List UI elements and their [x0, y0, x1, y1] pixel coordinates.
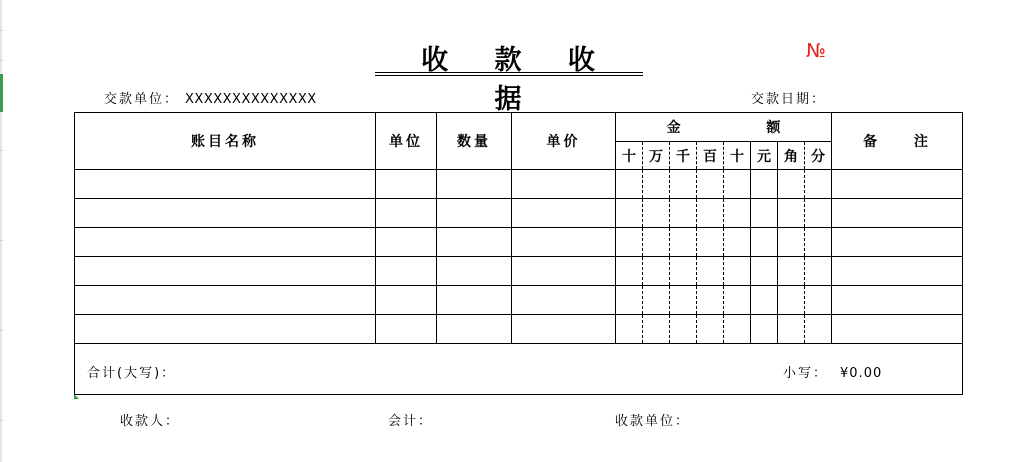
- amount-digit-cell[interactable]: [697, 257, 724, 286]
- amount-digit-cell[interactable]: [643, 286, 670, 315]
- amount-digit-cell[interactable]: [616, 257, 643, 286]
- total-small: [783, 362, 882, 381]
- table-row: [75, 286, 963, 315]
- row-selection-indicator: [0, 74, 3, 112]
- receiving-unit-label: 收款单位：: [615, 414, 691, 429]
- title-underline: [375, 72, 643, 73]
- table-row: [75, 228, 963, 257]
- date-label: 交款日期：: [751, 92, 827, 107]
- amount-digit-cell[interactable]: [616, 199, 643, 228]
- note-cell[interactable]: [832, 286, 963, 315]
- digit-thousand: 千: [670, 142, 697, 170]
- row-divider: [0, 330, 3, 331]
- amount-digit-cell[interactable]: [724, 170, 751, 199]
- note-cell[interactable]: [832, 170, 963, 199]
- title-underline: [375, 75, 643, 76]
- table-row: [75, 315, 963, 344]
- amount-digit-cell[interactable]: [670, 228, 697, 257]
- amount-digit-cell[interactable]: [670, 170, 697, 199]
- account-cell[interactable]: [75, 170, 376, 199]
- accountant-label: 会计：: [388, 414, 434, 429]
- account-cell[interactable]: [75, 228, 376, 257]
- amount-digit-cell[interactable]: [724, 199, 751, 228]
- row-divider: [0, 30, 3, 31]
- header-row: [75, 113, 963, 142]
- amount-digit-cell[interactable]: [643, 199, 670, 228]
- note-cell[interactable]: [832, 315, 963, 344]
- header-unit: 单位: [376, 113, 437, 170]
- amount-digit-cell[interactable]: [805, 286, 832, 315]
- amount-digit-cell[interactable]: [751, 315, 778, 344]
- digit-fen: 分: [805, 142, 832, 170]
- header-amount-right: 额: [766, 120, 781, 136]
- header-note: [832, 113, 963, 170]
- table-row: [75, 199, 963, 228]
- amount-digit-cell[interactable]: [643, 257, 670, 286]
- row-divider: [0, 420, 3, 421]
- header-quantity: 数量: [437, 113, 512, 170]
- amount-digit-cell[interactable]: [643, 170, 670, 199]
- price-cell[interactable]: [512, 170, 616, 199]
- quantity-cell[interactable]: [437, 170, 512, 199]
- title-char: 款: [494, 45, 524, 76]
- title-char: 收: [421, 45, 451, 76]
- note-cell[interactable]: [832, 199, 963, 228]
- header-amount-left: 金: [666, 120, 681, 136]
- title-char: 收: [567, 45, 597, 76]
- price-cell[interactable]: [512, 199, 616, 228]
- receipt-table: [74, 112, 963, 395]
- unit-cell[interactable]: [376, 286, 437, 315]
- amount-digit-cell[interactable]: [643, 228, 670, 257]
- total-capital-label: 合计(大写)：: [87, 366, 177, 381]
- amount-digit-cell[interactable]: [616, 170, 643, 199]
- amount-digit-cell[interactable]: [751, 286, 778, 315]
- amount-digit-cell[interactable]: [805, 228, 832, 257]
- amount-digit-cell[interactable]: [724, 257, 751, 286]
- unit-cell[interactable]: [376, 228, 437, 257]
- amount-digit-cell[interactable]: [670, 257, 697, 286]
- amount-digit-cell[interactable]: [670, 199, 697, 228]
- digit-ten: 十: [724, 142, 751, 170]
- quantity-cell[interactable]: [437, 286, 512, 315]
- total-row: [75, 344, 963, 395]
- unit-cell[interactable]: [376, 199, 437, 228]
- quantity-cell[interactable]: [437, 257, 512, 286]
- receipt-title: [375, 38, 643, 116]
- amount-digit-cell[interactable]: [697, 170, 724, 199]
- amount-digit-cell[interactable]: [724, 286, 751, 315]
- total-cell[interactable]: [75, 344, 963, 395]
- digit-yuan: 元: [751, 142, 778, 170]
- amount-digit-cell[interactable]: [778, 228, 805, 257]
- amount-digit-cell[interactable]: [778, 315, 805, 344]
- price-cell[interactable]: [512, 315, 616, 344]
- amount-digit-cell[interactable]: [697, 228, 724, 257]
- account-cell[interactable]: [75, 199, 376, 228]
- amount-digit-cell[interactable]: [805, 315, 832, 344]
- quantity-cell[interactable]: [437, 228, 512, 257]
- amount-digit-cell[interactable]: [778, 286, 805, 315]
- digit-jiao: 角: [778, 142, 805, 170]
- amount-digit-cell[interactable]: [670, 315, 697, 344]
- payer-label: 交款单位：: [104, 92, 180, 107]
- amount-digit-cell[interactable]: [805, 199, 832, 228]
- price-cell[interactable]: [512, 228, 616, 257]
- quantity-cell[interactable]: [437, 315, 512, 344]
- amount-digit-cell[interactable]: [697, 315, 724, 344]
- unit-cell[interactable]: [376, 315, 437, 344]
- receipt-number-label: №: [806, 40, 826, 62]
- header-price: 单价: [512, 113, 616, 170]
- quantity-cell[interactable]: [437, 199, 512, 228]
- account-cell[interactable]: [75, 286, 376, 315]
- amount-digit-cell[interactable]: [616, 315, 643, 344]
- price-cell[interactable]: [512, 257, 616, 286]
- amount-digit-cell[interactable]: [805, 257, 832, 286]
- amount-digit-cell[interactable]: [697, 199, 724, 228]
- amount-digit-cell[interactable]: [751, 228, 778, 257]
- amount-digit-cell[interactable]: [670, 286, 697, 315]
- small-label: 小写：: [783, 366, 829, 381]
- amount-digit-cell[interactable]: [805, 170, 832, 199]
- payer-value[interactable]: XXXXXXXXXXXXXX: [185, 92, 317, 107]
- amount-digit-cell[interactable]: [643, 315, 670, 344]
- row-divider: [0, 240, 3, 241]
- payer-field[interactable]: [104, 88, 317, 107]
- header-account: 账目名称: [75, 113, 376, 170]
- row-divider: [0, 150, 3, 151]
- amount-digit-cell[interactable]: [778, 170, 805, 199]
- digit-hundred: 百: [697, 142, 724, 170]
- note-cell[interactable]: [832, 257, 963, 286]
- amount-digit-cell[interactable]: [751, 257, 778, 286]
- amount-digit-cell[interactable]: [778, 199, 805, 228]
- title-char: 据: [494, 84, 524, 115]
- sheet-left-edge: [0, 0, 2, 462]
- account-cell[interactable]: [75, 315, 376, 344]
- amount-digit-cell[interactable]: [751, 170, 778, 199]
- table-row: [75, 170, 963, 199]
- amount-digit-cell[interactable]: [724, 228, 751, 257]
- header-note-right: 注: [913, 134, 931, 150]
- row-divider: [0, 60, 3, 61]
- amount-digit-cell[interactable]: [724, 315, 751, 344]
- small-amount-value: ¥0.00: [840, 366, 883, 381]
- amount-digit-cell[interactable]: [616, 286, 643, 315]
- account-cell[interactable]: [75, 257, 376, 286]
- digit-ten-thousand: 万: [643, 142, 670, 170]
- amount-digit-cell[interactable]: [751, 199, 778, 228]
- receiver-label: 收款人：: [120, 414, 181, 429]
- unit-cell[interactable]: [376, 257, 437, 286]
- amount-digit-cell[interactable]: [778, 257, 805, 286]
- note-cell[interactable]: [832, 228, 963, 257]
- amount-digit-cell[interactable]: [616, 228, 643, 257]
- unit-cell[interactable]: [376, 170, 437, 199]
- amount-digit-cell[interactable]: [697, 286, 724, 315]
- price-cell[interactable]: [512, 286, 616, 315]
- table-row: [75, 257, 963, 286]
- digit-ten-thousand-tens: 十: [616, 142, 643, 170]
- date-field[interactable]: [751, 88, 826, 107]
- header-note-left: 备: [863, 134, 881, 150]
- header-amount: [616, 113, 832, 142]
